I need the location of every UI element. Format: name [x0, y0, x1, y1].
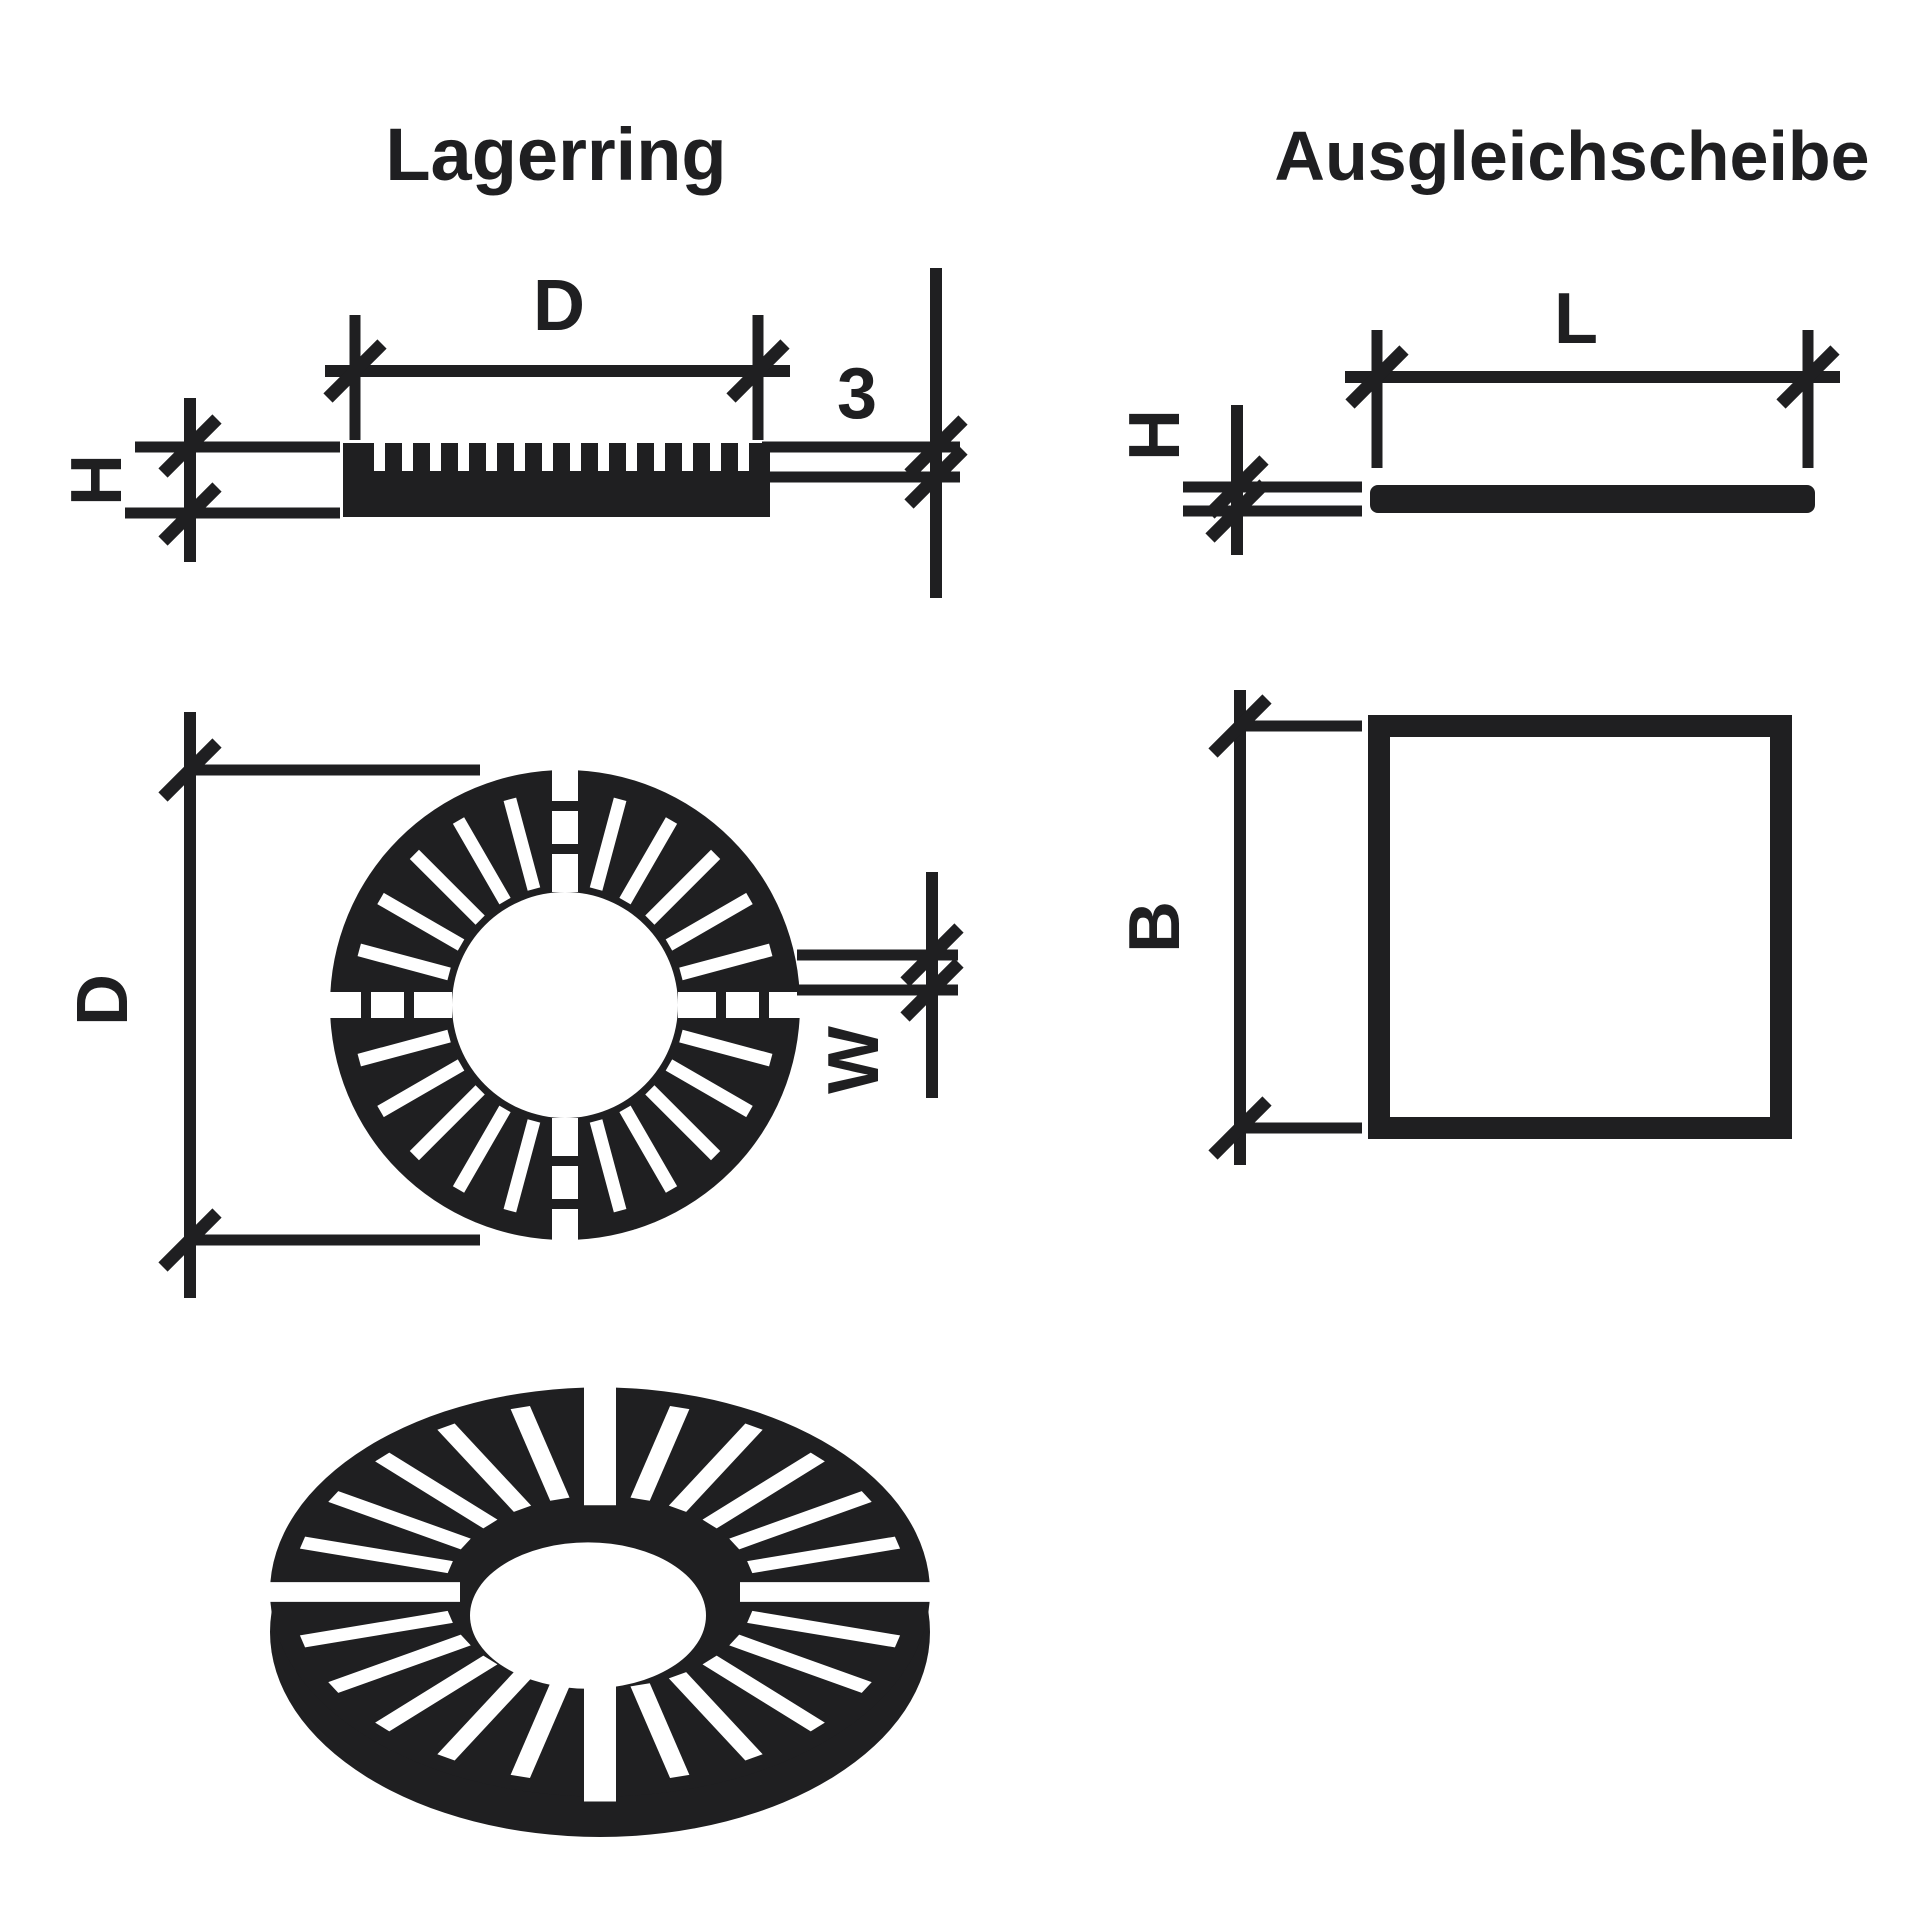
shim-profile: [1370, 485, 1815, 513]
toothed-ring: [327, 767, 803, 1243]
dim-label-length: L: [1554, 279, 1598, 359]
dim-label-tooth-width: W: [814, 1026, 894, 1094]
right-title: Ausgleichscheibe: [1274, 117, 1870, 195]
dim-label-height: H: [57, 454, 137, 506]
dim-label-thickness: H: [1115, 409, 1195, 461]
shim-side-view: [1115, 279, 1840, 555]
lagerring-side-view: [57, 266, 963, 598]
dim-label-diameter-side: D: [533, 266, 585, 346]
left-title: Lagerring: [385, 113, 727, 196]
dim-label-diameter-plan: D: [63, 974, 143, 1026]
center-hole: [452, 892, 678, 1118]
lagerring-plan-view: [63, 712, 959, 1298]
shim-outline: [1379, 726, 1781, 1128]
dim-label-width: B: [1115, 901, 1195, 953]
dim-label-rib-height: 3: [836, 354, 878, 434]
lagerring-profile: [343, 441, 770, 517]
lagerring-3d-view: [262, 1382, 938, 1837]
shim-plan-view: [1115, 690, 1781, 1165]
center-hole-3d: [470, 1542, 706, 1688]
